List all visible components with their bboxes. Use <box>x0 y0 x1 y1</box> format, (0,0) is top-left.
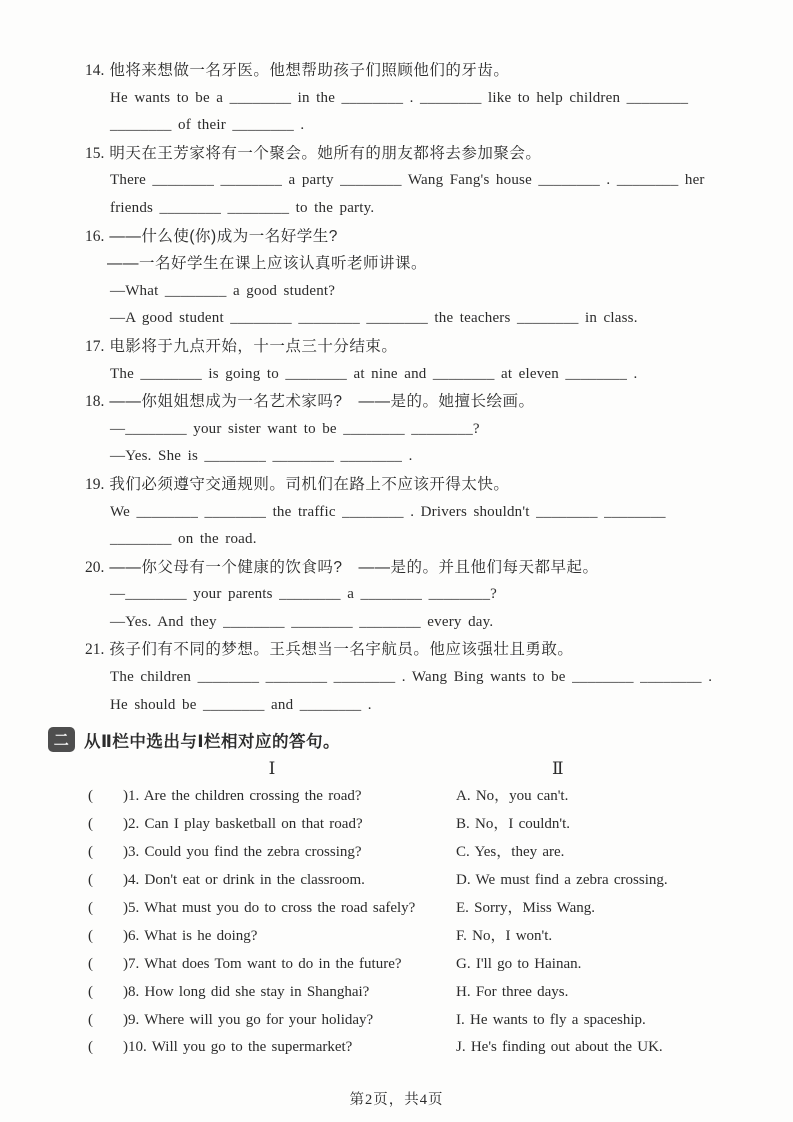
chinese-prompt: 我们必须遵守交通规则。司机们在路上不应该开得太快。 <box>109 475 510 493</box>
fill-item-15 <box>85 140 745 223</box>
item-number: 20. <box>85 558 105 576</box>
match-question: Don't eat or drink in the classroom. <box>144 871 365 888</box>
match-answer: H. For three days. <box>456 983 569 1000</box>
match-row <box>88 783 753 811</box>
section-instruction: 从Ⅱ栏中选出与Ⅰ栏相对应的答句。 <box>84 732 341 751</box>
english-answer-line: ________ of their ________ . <box>110 117 305 134</box>
item-number: 21. <box>85 641 105 659</box>
fill-item-19 <box>85 471 745 554</box>
chinese-prompt-line <box>85 388 745 416</box>
chinese-prompt: ——什么使(你)成为一名好学生? <box>109 227 338 245</box>
match-question: How long did she stay in Shanghai? <box>144 983 370 1000</box>
match-answer: G. I'll go to Hainan. <box>456 955 582 972</box>
chinese-prompt: 电影将于九点开始，十一点三十分结束。 <box>109 337 398 355</box>
match-question: Will you go to the supermarket? <box>151 1039 353 1056</box>
answer-blank: ( )7. <box>88 955 140 972</box>
chinese-prompt-line <box>85 223 745 251</box>
fill-in-blanks-section <box>0 57 793 719</box>
english-answer-line: —Yes. And they ________ ________ ________ every day. <box>110 613 494 630</box>
english-answer-line: We ________ ________ the traffic ________ . Drivers shouldn't ________ ________ <box>110 503 666 520</box>
chinese-prompt-line <box>85 554 745 582</box>
answer-blank: ( )4. <box>88 871 140 888</box>
item-number: 14. <box>85 62 105 79</box>
item-number: 16. <box>85 227 105 245</box>
match-row <box>88 895 753 923</box>
column-2-header: Ⅱ <box>552 759 564 779</box>
matching-section <box>0 727 793 1062</box>
english-answer-line: The children ________ ________ ________ . Wang Bing wants to be ________ ________ . <box>110 669 713 686</box>
english-answer-line: friends ________ ________ to the party. <box>110 199 375 216</box>
match-row <box>88 1034 753 1062</box>
match-question: Can I play basketball on that road? <box>144 816 363 833</box>
match-row <box>88 867 753 895</box>
item-number: 18. <box>85 393 105 411</box>
answer-blank: ( )8. <box>88 983 140 1000</box>
english-answer-line: ________ on the road. <box>110 531 257 548</box>
item-number: 19. <box>85 475 105 493</box>
chinese-prompt-line: ——一名好学生在课上应该认真听老师讲课。 <box>107 255 428 273</box>
answer-blank: ( )6. <box>88 927 140 944</box>
match-question: What does Tom want to do in the future? <box>144 955 402 972</box>
english-answer-line: There ________ ________ a party ________ Wang Fang's house ________ . ________ her <box>110 172 705 189</box>
match-row <box>88 979 753 1007</box>
answer-blank: ( )2. <box>88 816 140 833</box>
match-question: What must you do to cross the road safely? <box>144 899 416 916</box>
item-number: 17. <box>85 337 105 355</box>
fill-item-18 <box>85 388 745 471</box>
match-answer: J. He's finding out about the UK. <box>456 1039 663 1056</box>
page-number-footer: 第2页，共4页 <box>349 1092 444 1108</box>
answer-blank: ( )9. <box>88 1011 140 1028</box>
chinese-prompt-line <box>85 57 745 85</box>
matching-table <box>48 783 753 1062</box>
match-question: Are the children crossing the road? <box>143 788 362 805</box>
answer-blank: ( )3. <box>88 844 140 861</box>
column-headers <box>48 755 753 782</box>
chinese-prompt-line <box>85 333 745 361</box>
fill-item-17 <box>85 333 745 388</box>
chinese-prompt: ——你父母有一个健康的饮食吗? ——是的。并且他们每天都早起。 <box>109 558 599 576</box>
fill-item-21 <box>85 636 745 719</box>
fill-item-16 <box>85 223 745 333</box>
item-number: 15. <box>85 144 105 162</box>
match-question: Could you find the zebra crossing? <box>144 844 362 861</box>
match-question: What is he doing? <box>144 927 258 944</box>
answer-blank: ( )5. <box>88 899 140 916</box>
english-answer-line: He wants to be a ________ in the ________ . ________ like to help children ________ <box>110 89 689 106</box>
column-1-header: Ⅰ <box>268 759 276 779</box>
chinese-prompt: 他将来想做一名牙医。他想帮助孩子们照顾他们的牙齿。 <box>109 62 510 79</box>
chinese-prompt: 孩子们有不同的梦想。王兵想当一名宇航员。他应该强壮且勇敢。 <box>109 641 574 659</box>
english-answer-line: He should be ________ and ________ . <box>110 696 372 713</box>
match-answer: D. We must find a zebra crossing. <box>456 871 668 888</box>
chinese-prompt: 明天在王芳家将有一个聚会。她所有的朋友都将去参加聚会。 <box>109 144 542 162</box>
section-number-badge: 二 <box>48 727 75 752</box>
match-answer: E. Sorry，Miss Wang. <box>456 899 596 916</box>
english-answer-line: —A good student ________ ________ ________ the teachers ________ in class. <box>110 310 638 327</box>
english-answer-line: —________ your sister want to be ________ ________? <box>110 420 480 437</box>
match-row <box>88 1007 753 1035</box>
match-row <box>88 839 753 867</box>
chinese-prompt-line <box>85 140 745 168</box>
english-answer-line: —________ your parents ________ a ________ ________? <box>110 586 498 603</box>
match-row <box>88 951 753 979</box>
english-answer-line: —What ________ a good student? <box>110 282 336 299</box>
match-answer: F. No，I won't. <box>456 927 553 944</box>
fill-item-20 <box>85 554 745 637</box>
match-question: Where will you go for your holiday? <box>144 1011 374 1028</box>
chinese-prompt: ——你姐姐想成为一名艺术家吗? ——是的。她擅长绘画。 <box>109 393 535 411</box>
match-answer: B. No，I couldn't. <box>456 816 571 833</box>
answer-blank: ( )10. <box>88 1039 147 1056</box>
match-row <box>88 923 753 951</box>
fill-item-14 <box>85 57 745 140</box>
chinese-prompt-line <box>85 471 745 499</box>
answer-blank: ( )1. <box>88 788 140 805</box>
match-answer: C. Yes，they are. <box>456 844 565 861</box>
english-answer-line: The ________ is going to ________ at nine and ________ at eleven ________ . <box>110 365 638 382</box>
match-answer: I. He wants to fly a spaceship. <box>456 1011 646 1028</box>
match-row <box>88 811 753 839</box>
english-answer-line: —Yes. She is ________ ________ ________ . <box>110 448 413 465</box>
match-answer: A. No，you can't. <box>456 788 569 805</box>
chinese-prompt-line <box>85 636 745 664</box>
section-heading <box>48 727 753 752</box>
